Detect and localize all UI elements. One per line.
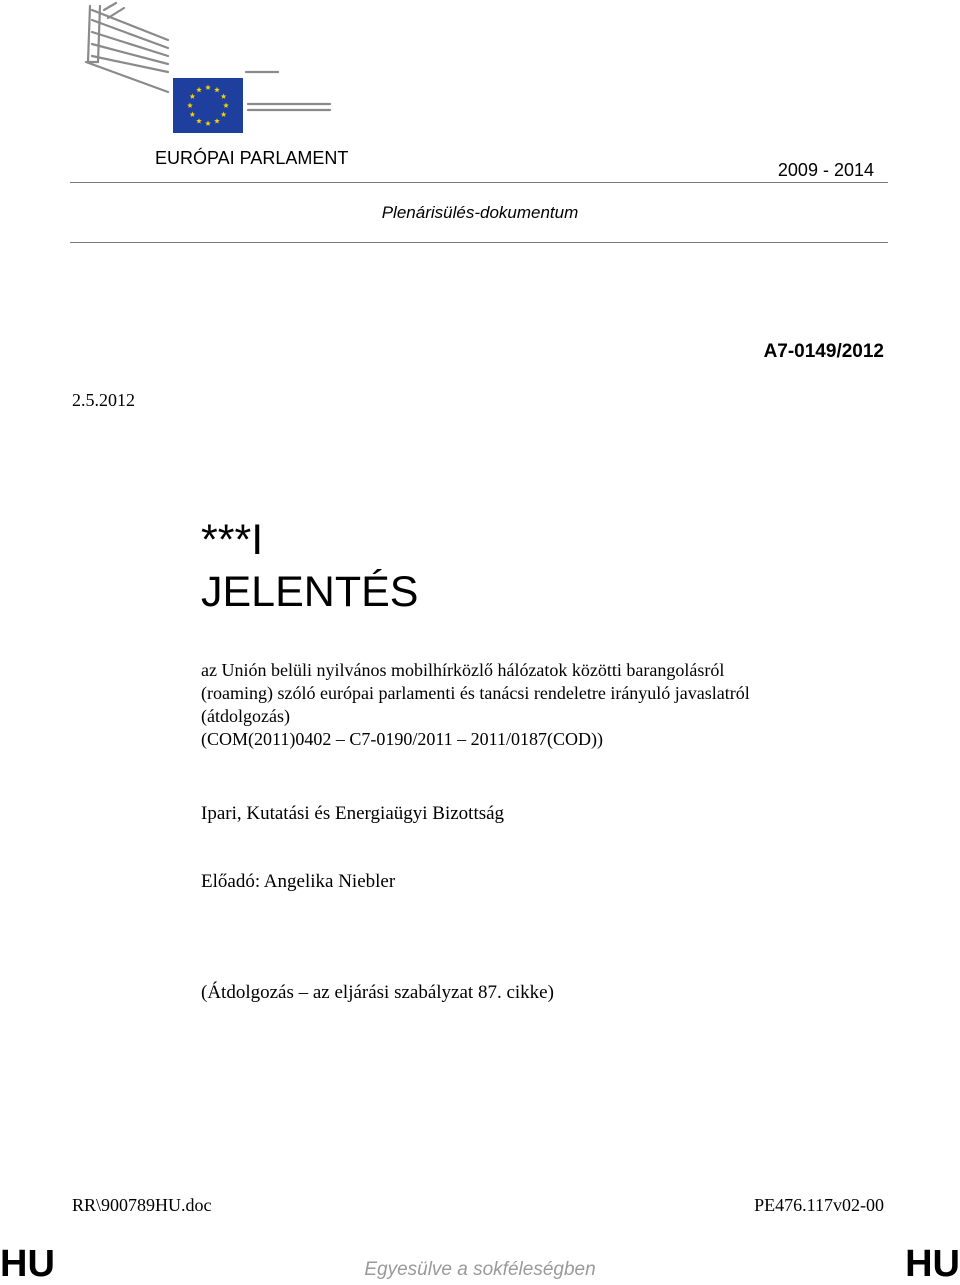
committee-name: Ipari, Kutatási és Energiaügyi Bizottság (201, 803, 505, 824)
header-divider (70, 182, 888, 183)
document-number: A7-0149/2012 (763, 341, 884, 362)
document-date: 2.5.2012 (72, 390, 135, 410)
subject-line: (roaming) szóló európai parlamenti és tanácsi rendeletre irányuló javaslatról (201, 683, 750, 703)
parliamentary-term: 2009 - 2014 (777, 160, 874, 180)
eu-motto: Egyesülve a sokféleségben (364, 1259, 596, 1280)
procedure-mark: ***I (201, 516, 264, 564)
header-divider-2 (70, 242, 888, 243)
subject-line: (átdolgozás) (201, 706, 290, 726)
language-code-left: HU (0, 1243, 55, 1285)
european-parliament-logo (78, 0, 338, 140)
pe-reference: PE476.117v02-00 (754, 1195, 884, 1215)
report-title: JELENTÉS (201, 568, 419, 616)
report-subject (201, 659, 901, 751)
file-reference: RR\900789HU.doc (72, 1195, 212, 1215)
parliament-name: EURÓPAI PARLAMENT (155, 148, 349, 168)
document-type: Plenárisülés-dokumentum (381, 203, 579, 222)
subject-line: (COM(2011)0402 – C7-0190/2011 – 2011/0187(COD)) (201, 729, 603, 749)
rapporteur: Előadó: Angelika Niebler (201, 871, 396, 892)
subject-line: az Unión belüli nyilvános mobilhírközlő hálózatok közötti barangolásról (201, 660, 725, 680)
language-code-right: HU (905, 1243, 960, 1285)
procedure-rule-note: (Átdolgozás – az eljárási szabályzat 87. cikke) (201, 982, 554, 1003)
